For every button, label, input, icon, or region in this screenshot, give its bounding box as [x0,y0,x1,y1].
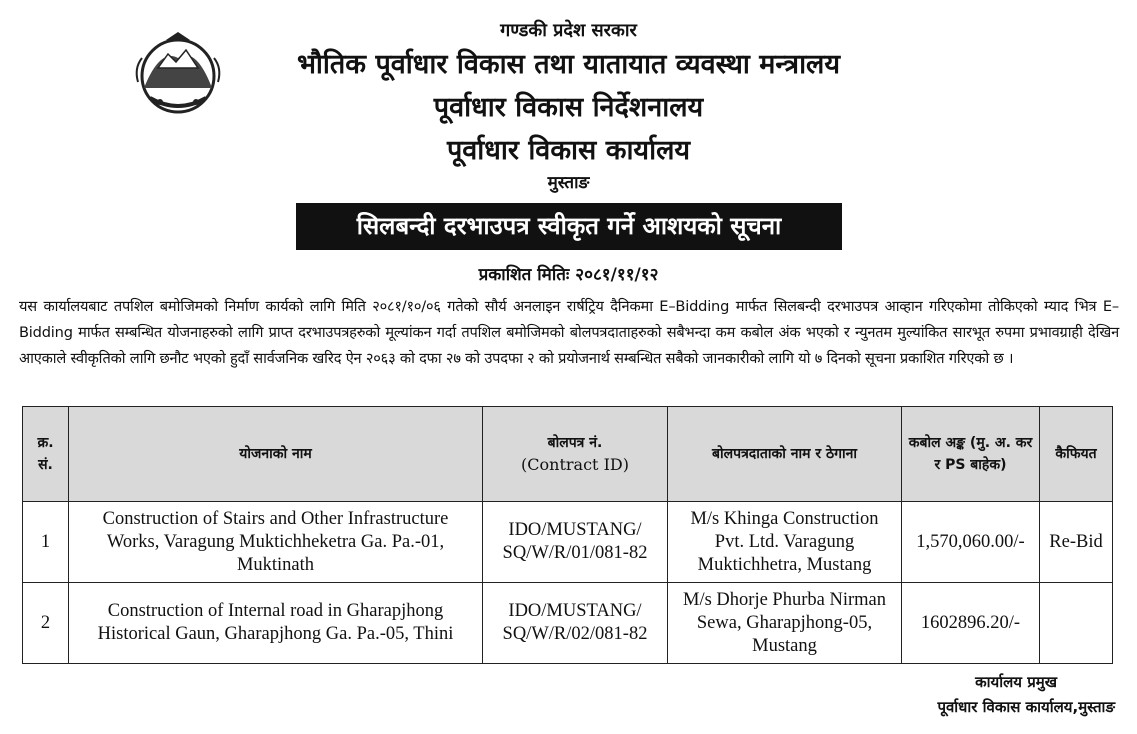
cell-bidder: M/s Khinga Construction Pvt. Ltd. Varagung Muktichhetra, Mustang [668,502,902,583]
ministry-name: भौतिक पूर्वाधार विकास तथा यातायात व्यवस्था मन्त्रालय [296,49,841,80]
bid-table [22,406,1113,664]
cell-remarks: Re-Bid [1040,502,1113,583]
cell-amount: 1602896.20/- [902,583,1040,664]
header-contract-label: बोलपत्र नं. [547,435,603,451]
table-header-row [23,407,1113,502]
header-remarks: कैफियत [1040,407,1113,502]
header-contract [483,407,668,502]
header-contract-id: (Contract ID) [521,455,629,474]
header-amount: कबोल अङ्क (मु. अ. कर र PS बाहेक) [902,407,1040,502]
government-name: गण्डकी प्रदेश सरकार [500,20,637,41]
district-name: मुस्ताङ [547,173,590,193]
signature-title: कार्यालय प्रमुख [975,673,1057,691]
cell-sn: 1 [23,502,69,583]
signature-office: पूर्वाधार विकास कार्यालय,मुस्ताङ [937,698,1115,716]
cell-contract: IDO/MUSTANG/ SQ/W/R/02/081-82 [483,583,668,664]
office-name: पूर्वाधार विकास कार्यालय [446,135,691,166]
notice-title: सिलबन्दी दरभाउपत्र स्वीकृत गर्ने आशयको सूचना [296,203,842,250]
header-project: योजनाको नाम [69,407,483,502]
cell-project: Construction of Stairs and Other Infrastructure Works, Varagung Muktichheketra Ga. Pa.-01, Muktinath [69,502,483,583]
cell-remarks [1040,583,1113,664]
table-row [23,583,1113,664]
table-row [23,502,1113,583]
header-sn: क्र. सं. [23,407,69,502]
cell-amount: 1,570,060.00/- [902,502,1040,583]
cell-project: Construction of Internal road in Gharapjhong Historical Gaun, Gharapjhong Ga. Pa.-05, Thini [69,583,483,664]
directorate-name: पूर्वाधार विकास निर्देशनालय [433,92,704,123]
published-date: प्रकाशित मितिः २०८१/११/१२ [478,265,659,285]
cell-bidder: M/s Dhorje Phurba Nirman Sewa, Gharapjhong-05, Mustang [668,583,902,664]
cell-contract: IDO/MUSTANG/ SQ/W/R/01/081-82 [483,502,668,583]
cell-sn: 2 [23,583,69,664]
notice-body: यस कार्यालयबाट तपशिल बमोजिमको निर्माण कार्यको लागि मिति २०८१/१०/०६ गतेको सौर्य अनलाइन रार्षट्रिय दैनिकमा E–Bidding मार्फत सिलबन्दी दरभाउपत्र आव्हान गरिएकोमा तोकिएको म्याद भित्र E–Bidding मार्फत सम्बन्धित योजनाहरुको लागि प्राप्त दरभाउपत्रहरुको मूल्यांकन गर्दा तपशिल बमोजिमको बोलपत्रदाताहरुको सबैभन्दा कम कबोल अंक भएको र न्युनतम मुल्यांकित सारभूत रुपमा प्रभावग्राही देखिन आएकाले स्वीकृतिको लागि छनौट भएको हुदाँ सार्वजनिक खरिद ऐन २०६३ को दफा २७ को उपदफा २ को प्रयोजनार्थ सम्बन्धित सबैको जानकारीको लागि यो ७ दिनको सूचना प्रकाशित गरिएको छ । [19,298,1119,367]
header-bidder: बोलपत्रदाताको नाम र ठेगाना [668,407,902,502]
